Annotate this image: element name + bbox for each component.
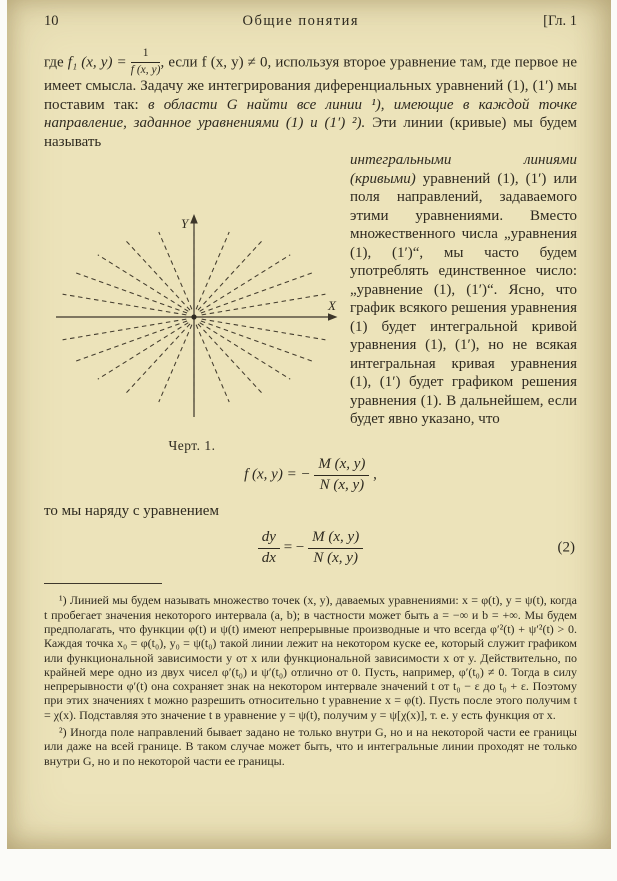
paragraph-intro bbox=[44, 47, 577, 151]
fraction-denominator: N (x, y) bbox=[313, 549, 358, 566]
page-header bbox=[44, 13, 577, 30]
page-number: 10 bbox=[44, 13, 59, 29]
chapter-ref: [Гл. 1 bbox=[543, 13, 577, 29]
footnote-separator bbox=[44, 583, 162, 584]
direction-field-figure bbox=[44, 213, 340, 425]
inline-fraction bbox=[131, 47, 161, 77]
text-run-after-fraction: , если f (x, y) ≠ 0, используя второе уравнение там, где первое не имеет смысла. Задачу же интегрирования диференциальных уравнений (1), (1′) мы поставим так: bbox=[44, 54, 577, 113]
equation-number: (2) bbox=[557, 539, 575, 556]
fraction-denominator: dx bbox=[261, 549, 276, 566]
figure-block bbox=[44, 153, 340, 454]
fraction-numerator: dy bbox=[258, 529, 280, 549]
fraction-denominator: N (x, y) bbox=[319, 476, 365, 493]
equations-section bbox=[44, 456, 577, 768]
footnote-2: ²) Иногда поле направлений бывает задано не только внутри G, но и на некоторой части ее границы или даже на всей границе. В таком случае может быть, что и интегральные линии проходят не только внутри G, но и по некоторой части ее границы. bbox=[44, 725, 577, 768]
fraction-numerator: M (x, y) bbox=[308, 529, 363, 549]
x-axis-label: X bbox=[328, 298, 336, 314]
running-head: Общие понятия bbox=[242, 13, 360, 29]
page-content bbox=[7, 0, 611, 768]
book-page bbox=[7, 0, 611, 849]
x-axis-arrow-icon bbox=[328, 313, 338, 321]
y-axis-arrow-icon bbox=[190, 214, 198, 224]
figure-origin-point bbox=[191, 315, 196, 320]
derivative-fraction bbox=[258, 529, 280, 567]
text-run-continuation: уравнений (1), (1′) или поля направлений, задаваемого этими уравнениями. Вместо множественного числа „уравнения (1), (1′)“, мы часто будем употреблять единственное число: „уравнение (1), (1′)“. Ясно, что график всякого решения уравнения (1) будет интегральной кривой уравнения (1), (1′), но не всякая интегральная кривая уравнения (1), (1′) будет графиком решения уравнения (1). В дальнейшем, если будет явно указано, что bbox=[350, 170, 577, 428]
text-run-tail: Эти линии (кривые) мы будем называть bbox=[44, 115, 578, 150]
text-run-lead: где bbox=[44, 54, 68, 71]
equation-fraction bbox=[314, 456, 369, 494]
fraction-numerator: M (x, y) bbox=[314, 456, 369, 476]
footnote-1: ¹) Линией мы будем называть множество точек (x, y), даваемых уравнениями: x = φ(t), y = ψ(t), когда t пробегает значения некоторого интервала (a, b); в частности может быть a = −∞ и b = +∞. Мы будем предполагать, что функции φ(t) и ψ(t) имеют непрерывные производные и что всегда φ′²(t) + ψ′²(t) > 0. Каждая точка x₀ = φ(t₀), y₀ = ψ(t₀) такой линии лежит на некотором куске ее, который служит графиком или функциональной зависимости y от x или функциональной зависимости x от y. Действительно, по крайней мере одно из двух чисел φ′(t₀) и ψ′(t₀) отлично от 0. Пусть, например, φ′(t₀) ≠ 0. Тогда в силу непрерывности φ′(t) она сохраняет знак на некотором интервале значений t от t₀ − ε до t₀ + ε. Поэтому при этих значениях t можно разрешить относительно t уравнение x = φ(t). Пусть после этого получим t = χ(x). Подставляя это значение t в уравнение y = ψ(t), получим y = ψ[χ(x)], т. е. y есть функция от x. bbox=[44, 593, 577, 722]
equation-fraction bbox=[308, 529, 363, 567]
math-run-f1: f₁ (x, y) = bbox=[67, 54, 131, 71]
equation-equals: = − bbox=[279, 539, 309, 556]
equation-f-definition bbox=[44, 456, 577, 494]
figure-caption: Черт. 1. bbox=[168, 438, 216, 454]
equation-trailing-comma: , bbox=[369, 466, 377, 483]
italic-run-problem-statement: в области G найти все линии ¹), имеющие в каждой точке направление, заданное уравнениями (1) и (1′) ²). bbox=[44, 96, 577, 132]
equation-lhs: f (x, y) = − bbox=[244, 466, 315, 483]
y-axis-label: Y bbox=[181, 216, 189, 232]
connector-text: то мы наряду с уравнением bbox=[44, 502, 219, 519]
fraction-numerator: 1 bbox=[131, 47, 161, 63]
fraction-denominator: f (x, y) bbox=[130, 63, 161, 76]
italic-run-integral-lines: интегральными линиями (кривыми) bbox=[350, 152, 577, 187]
equation-2 bbox=[44, 529, 577, 567]
